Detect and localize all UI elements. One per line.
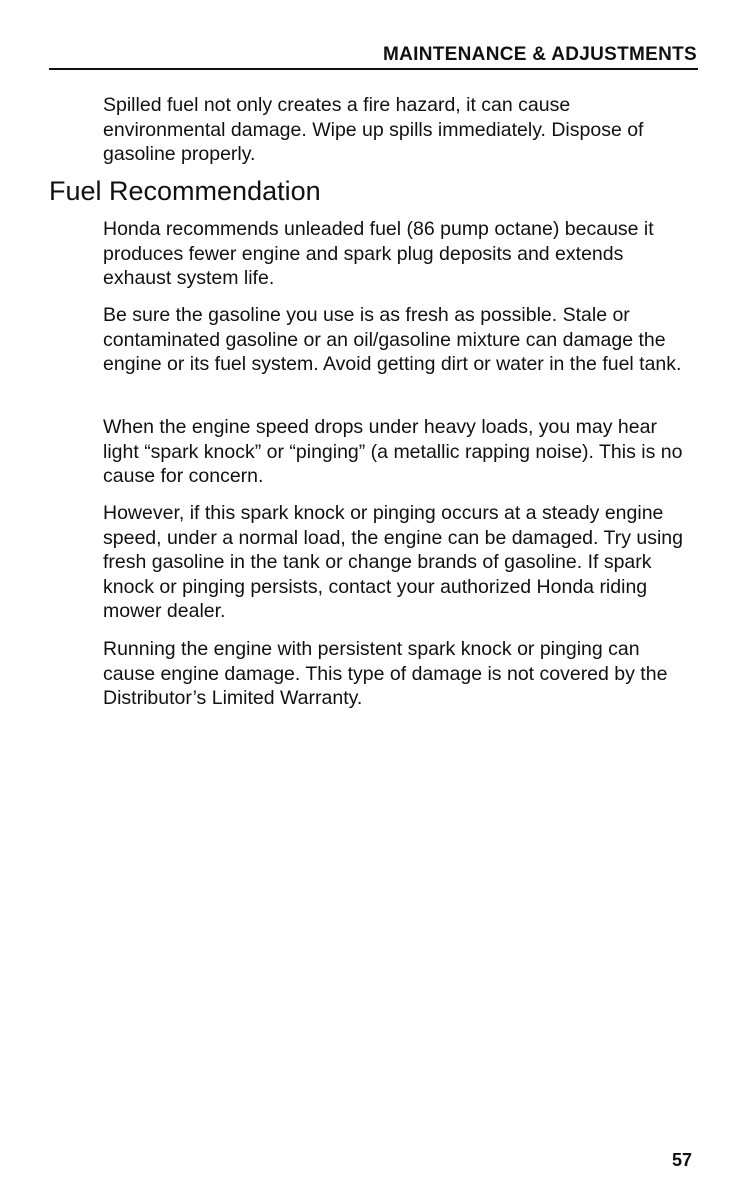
section-heading: Fuel Recommendation xyxy=(49,176,321,206)
page-number: 57 xyxy=(671,1150,692,1170)
intro-paragraph: Spilled fuel not only creates a fire hazard, it can cause environmental damage. Wipe up spills immediately. Dispose of gasoline properly. xyxy=(103,94,644,165)
running-header: MAINTENANCE & ADJUSTMENTS xyxy=(383,44,697,65)
header-rule xyxy=(49,68,698,70)
paragraph-steady-speed: However, if this spark knock or pinging occurs at a steady engine speed, under a normal load, the engine can be damaged. Try using fresh gasoline in the tank or change brands of gasoline. If spark knock or pinging persists, contact your authorized Honda riding mower dealer. xyxy=(103,502,683,622)
paragraph-fuel-octane: Honda recommends unleaded fuel (86 pump octane) because it produces fewer engine and spark plug deposits and extends exhaust system life. xyxy=(103,218,654,289)
paragraph-spark-knock: When the engine speed drops under heavy loads, you may hear light “spark knock” or “pinging” (a metallic rapping noise). This is no cause for concern. xyxy=(103,416,683,487)
paragraph-warranty: Running the engine with persistent spark knock or pinging can cause engine damage. This type of damage is not covered by the Distributor’s Limited Warranty. xyxy=(103,638,668,709)
paragraph-fresh-gasoline: Be sure the gasoline you use is as fresh as possible. Stale or contaminated gasoline or an oil/gasoline mixture can damage the engine or its fuel system. Avoid getting dirt or water in the fuel tank. xyxy=(103,304,682,375)
